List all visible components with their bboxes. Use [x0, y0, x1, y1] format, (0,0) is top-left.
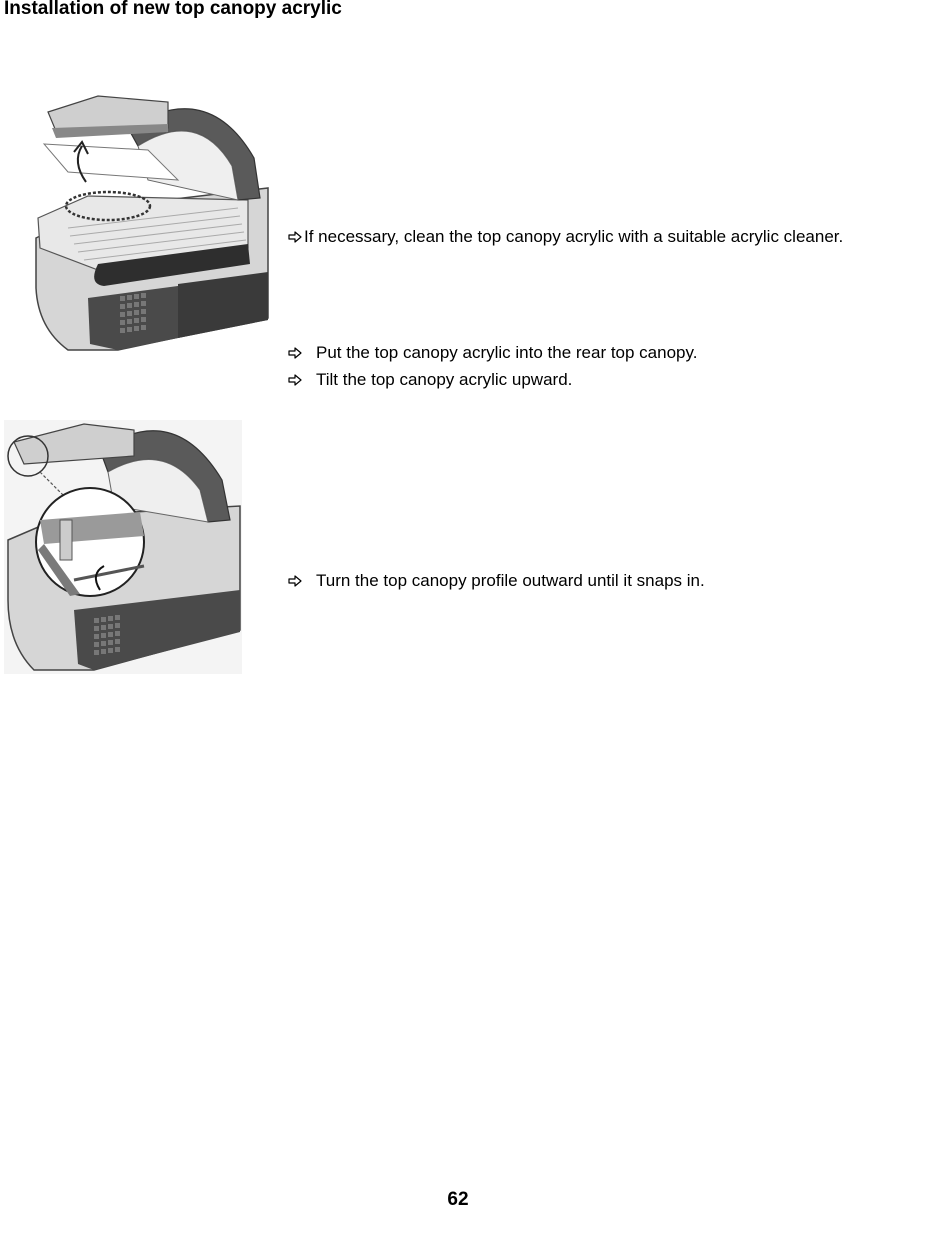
- instruction-text: Tilt the top canopy acrylic upward.: [316, 370, 573, 389]
- page-number: 62: [447, 1189, 469, 1210]
- instruction-text: If necessary, clean the top canopy acrylic with a suitable acrylic cleaner.: [304, 227, 844, 246]
- instruction-text: Turn the top canopy profile outward until it snaps in.: [316, 571, 705, 590]
- instruction-text: Put the top canopy acrylic into the rear top canopy.: [316, 343, 698, 362]
- tanning-bed-illustration: [28, 88, 276, 356]
- instruction-step: [288, 370, 572, 390]
- page-title: Installation of new top canopy acrylic: [4, 0, 342, 19]
- hollow-arrow-icon: [288, 230, 302, 244]
- instruction-step: [288, 571, 705, 591]
- hollow-arrow-icon: [288, 346, 302, 360]
- instruction-step: [288, 227, 843, 247]
- hollow-arrow-icon: [288, 574, 302, 588]
- tanning-bed-detail-illustration: [4, 420, 242, 674]
- hollow-arrow-icon: [288, 373, 302, 387]
- instruction-step: [288, 343, 697, 363]
